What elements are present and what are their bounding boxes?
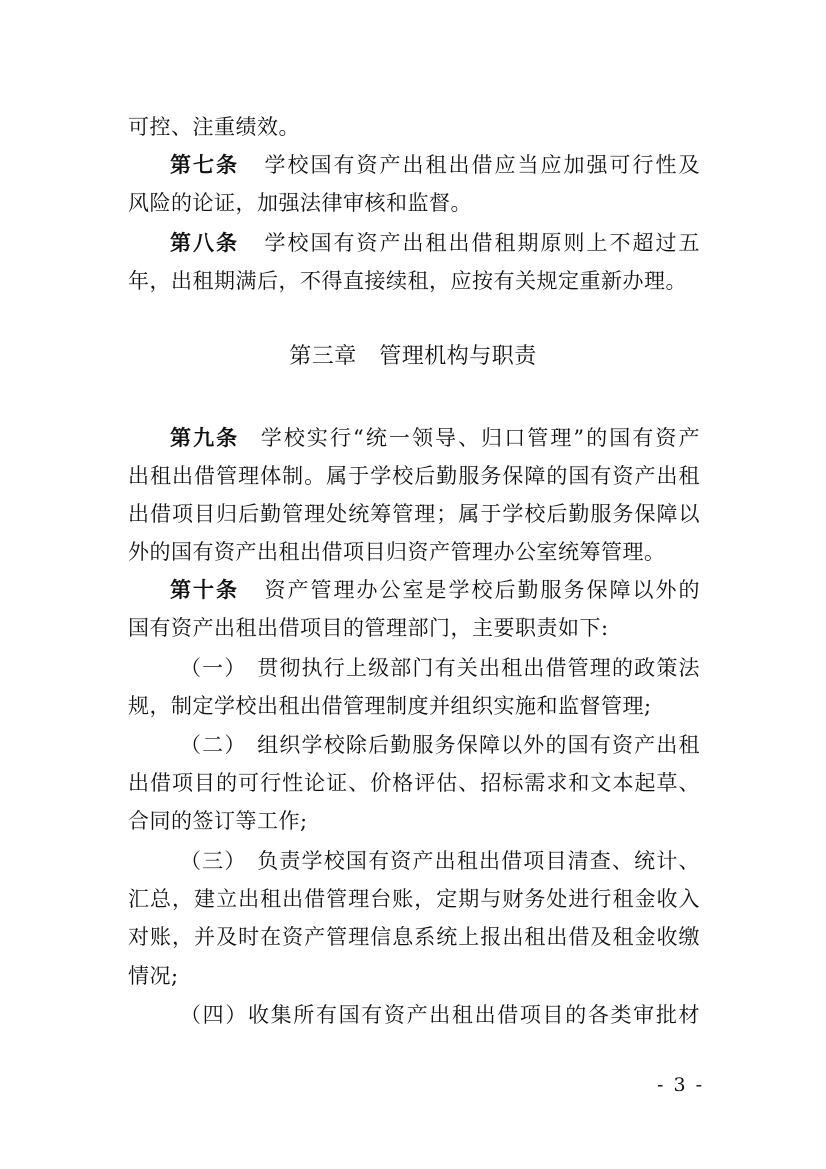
article-label: 第九条 [170, 426, 240, 450]
paragraph-line: 规，制定学校出租出借管理制度并组织实施和监督管理; [128, 694, 652, 718]
article-text: 学校国有资产出租出借应当应加强可行性及 [263, 153, 700, 177]
list-text: 组织学校除后勤服务保障以外的国有资产出租 [256, 733, 701, 757]
paragraph-line: 年，出租期满后，不得直接续租，应按有关规定重新办理。 [128, 269, 687, 293]
paragraph-line: 出借项目归后勤管理处统筹管理；属于学校后勤服务保障以 [128, 502, 700, 526]
paragraph-line: 可控、注重绩效。 [128, 115, 300, 139]
list-text: 收集所有国有资产出租出借项目的各类审批材 [247, 1003, 701, 1027]
article-text: 资产管理办公室是学校后勤服务保障以外的 [263, 578, 700, 602]
list-text: 贯彻执行上级部门有关出租出借管理的政策法 [256, 656, 701, 680]
article-label: 第八条 [170, 231, 239, 255]
chapter-heading: 第三章 管理机构与职责 [289, 344, 537, 369]
article-10-line [170, 575, 700, 605]
list-item-2-line [180, 730, 700, 760]
list-item-3-line [180, 846, 700, 876]
list-text: 负责学校国有资产出租出借项目清查、统计、 [256, 849, 701, 873]
page-number: - 3 - [656, 1074, 704, 1096]
list-number: （四） [180, 1003, 248, 1027]
article-label: 第十条 [170, 578, 239, 602]
list-item-4-line [180, 1000, 700, 1030]
article-8-line [170, 228, 700, 258]
paragraph-line: 风险的论证，加强法律审核和监督。 [128, 191, 472, 215]
article-9-line [170, 423, 700, 453]
list-item-1-line [180, 653, 700, 683]
paragraph-line: 外的国有资产出租出借项目归资产管理办公室统筹管理。 [128, 540, 666, 564]
paragraph-line: 出借项目的可行性论证、价格评估、招标需求和文本起草、 [128, 771, 700, 795]
article-text: 学校实行“统一领导、归口管理”的国有资产 [259, 426, 700, 450]
paragraph-line: 汇总，建立出租出借管理台账，定期与财务处进行租金收入 [128, 887, 700, 911]
article-text: 学校国有资产出租出借租期原则上不超过五 [263, 231, 700, 255]
list-number: （二） [180, 733, 247, 757]
paragraph-line: 情况; [128, 964, 179, 988]
paragraph-line: 对账，并及时在资产管理信息系统上报出租出借及租金收缴 [128, 925, 700, 949]
article-label: 第七条 [170, 153, 239, 177]
article-7-line [170, 150, 700, 180]
paragraph-line: 国有资产出租出借项目的管理部门，主要职责如下: [128, 616, 609, 640]
list-number: （三） [180, 849, 247, 873]
paragraph-line: 出租出借管理体制。属于学校后勤服务保障的国有资产出租 [128, 464, 700, 488]
list-number: （一） [180, 656, 247, 680]
paragraph-line: 合同的签订等工作; [128, 809, 308, 833]
